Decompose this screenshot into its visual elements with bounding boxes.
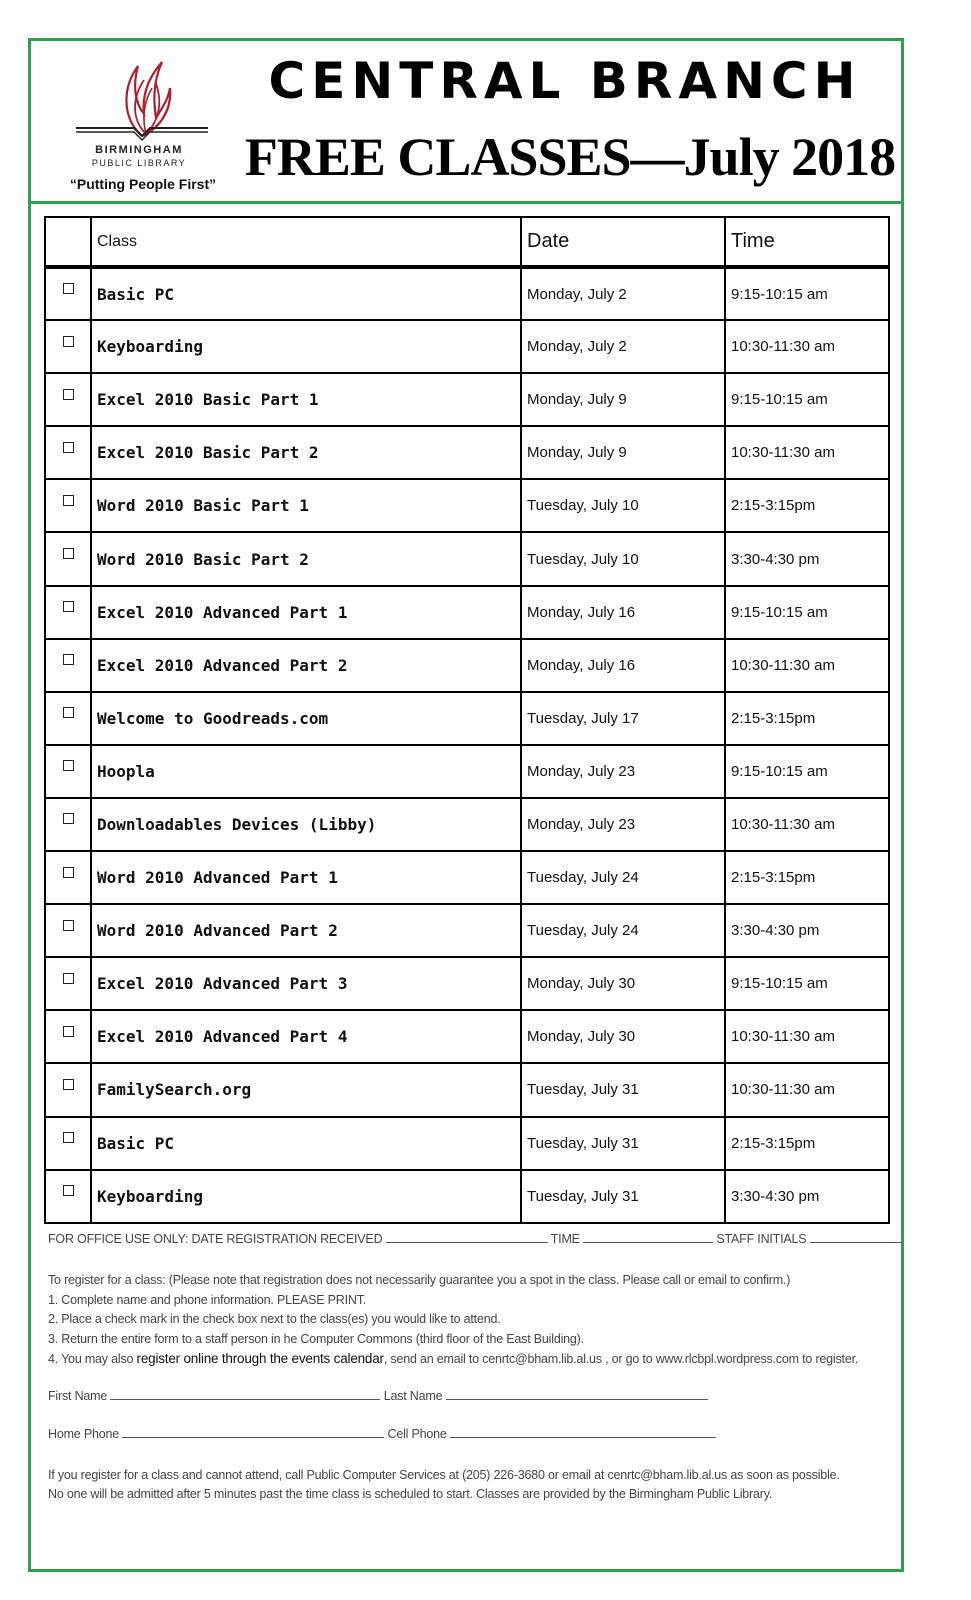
class-name-cell: Downloadables Devices (Libby) [91,798,521,851]
class-name-cell: Welcome to Goodreads.com [91,692,521,745]
class-date-cell: Monday, July 23 [521,798,725,851]
checkbox-icon[interactable] [63,654,74,665]
class-time-cell: 9:15-10:15 am [725,957,889,1010]
class-date-cell: Monday, July 9 [521,373,725,426]
class-date-cell: Tuesday, July 31 [521,1117,725,1170]
class-name-cell: FamilySearch.org [91,1063,521,1116]
checkbox-icon[interactable] [63,1185,74,1196]
date-column-header: Date [521,217,725,267]
class-date-cell: Monday, July 16 [521,586,725,639]
last-name-label: Last Name [383,1389,443,1403]
class-name-cell: Excel 2010 Advanced Part 3 [91,957,521,1010]
class-name-cell: Excel 2010 Advanced Part 2 [91,639,521,692]
class-checkbox-cell[interactable] [45,586,91,639]
class-date-cell: Monday, July 16 [521,639,725,692]
class-column-header: Class [91,217,521,267]
checkbox-icon[interactable] [63,760,74,771]
checkbox-icon[interactable] [63,920,74,931]
instructions-intro: To register for a class: (Please note that registration does not necessarily guarantee you a spot in the class. Please call or email to confirm.) [48,1273,791,1287]
checkbox-icon[interactable] [63,707,74,718]
class-name-cell: Excel 2010 Advanced Part 1 [91,586,521,639]
class-checkbox-cell[interactable] [45,1063,91,1116]
class-time-cell: 10:30-11:30 am [725,1010,889,1063]
logo-slogan: “Putting People First” [69,176,217,192]
first-name-field[interactable] [110,1389,380,1400]
class-time-cell: 3:30-4:30 pm [725,904,889,957]
staff-initials-field[interactable] [810,1232,902,1243]
checkbox-icon[interactable] [63,336,74,347]
table-row [45,479,889,532]
checkbox-icon[interactable] [63,548,74,559]
class-name-cell: Keyboarding [91,320,521,373]
class-time-cell: 9:15-10:15 am [725,267,889,320]
online-register-link[interactable]: register online through the events calendar [136,1351,384,1366]
checkbox-icon[interactable] [63,601,74,612]
class-date-cell: Monday, July 30 [521,957,725,1010]
class-time-cell: 2:15-3:15pm [725,851,889,904]
table-row [45,904,889,957]
class-checkbox-cell[interactable] [45,798,91,851]
class-name-cell: Excel 2010 Advanced Part 4 [91,1010,521,1063]
class-name-cell: Word 2010 Basic Part 1 [91,479,521,532]
class-checkbox-cell[interactable] [45,532,91,585]
class-name-cell: Hoopla [91,745,521,798]
class-checkbox-cell[interactable] [45,639,91,692]
checkbox-icon[interactable] [63,1026,74,1037]
class-name-cell: Word 2010 Advanced Part 2 [91,904,521,957]
checkbox-icon[interactable] [63,813,74,824]
office-use-line [48,1232,888,1246]
instruction-step: 2. Place a check mark in the check box next to the class(es) you would like to attend. [48,1312,501,1326]
class-time-cell: 9:15-10:15 am [725,586,889,639]
class-time-cell: 2:15-3:15pm [725,1117,889,1170]
class-checkbox-cell[interactable] [45,957,91,1010]
page-subtitle: FREE CLASSES—July 2018 [244,127,896,187]
class-checkbox-cell[interactable] [45,1170,91,1223]
late-arrival-note: No one will be admitted after 5 minutes past the time class is scheduled to start. Classes are provided by the Birmingham Public Library. [48,1487,773,1501]
date-received-field[interactable] [386,1232,548,1243]
class-name-cell: Keyboarding [91,1170,521,1223]
class-date-cell: Monday, July 9 [521,426,725,479]
class-time-cell: 10:30-11:30 am [725,1063,889,1116]
checkbox-icon[interactable] [63,283,74,294]
class-date-cell: Monday, July 2 [521,320,725,373]
table-row [45,692,889,745]
class-date-cell: Tuesday, July 31 [521,1170,725,1223]
name-fields [48,1389,888,1403]
class-name-cell: Excel 2010 Basic Part 2 [91,426,521,479]
class-checkbox-cell[interactable] [45,745,91,798]
instruction-step: 1. Complete name and phone information. PLEASE PRINT. [48,1292,367,1307]
checkbox-icon[interactable] [63,1132,74,1143]
class-date-cell: Monday, July 30 [521,1010,725,1063]
first-name-label: First Name [48,1389,108,1403]
class-date-cell: Tuesday, July 24 [521,851,725,904]
home-phone-field[interactable] [122,1427,384,1438]
registration-instructions [48,1271,888,1370]
class-time-cell: 10:30-11:30 am [725,320,889,373]
time-column-header: Time [725,217,889,267]
table-row [45,639,889,692]
table-row [45,320,889,373]
library-logo [58,44,228,194]
checkbox-column-header [45,217,91,267]
checkbox-icon[interactable] [63,1079,74,1090]
class-checkbox-cell[interactable] [45,426,91,479]
checkbox-icon[interactable] [63,867,74,878]
class-time-cell: 3:30-4:30 pm [725,532,889,585]
table-row [45,1117,889,1170]
instruction-step [48,1349,888,1370]
class-name-cell: Excel 2010 Basic Part 1 [91,373,521,426]
table-row [45,586,889,639]
class-time-cell: 9:15-10:15 am [725,373,889,426]
class-time-cell: 2:15-3:15pm [725,692,889,745]
class-name-cell: Basic PC [91,267,521,320]
staff-initials-label: STAFF INITIALS [716,1232,807,1246]
table-row [45,1170,889,1223]
policy-notes [48,1466,888,1504]
table-row [45,745,889,798]
instruction-step: 3. Return the entire form to a staff person in he Computer Commons (third floor of the East Building). [48,1331,584,1346]
logo-subtitle: PUBLIC LIBRARY [91,158,187,168]
class-checkbox-cell[interactable] [45,267,91,320]
class-checkbox-cell[interactable] [45,904,91,957]
table-row [45,851,889,904]
home-phone-label: Home Phone [48,1427,119,1441]
class-schedule-table [44,216,890,1224]
class-name-cell: Word 2010 Basic Part 2 [91,532,521,585]
table-row [45,957,889,1010]
table-row [45,798,889,851]
logo-name: BIRMINGHAM [95,144,183,156]
page-title: CENTRAL BRANCH [268,52,862,110]
class-date-cell: Tuesday, July 10 [521,532,725,585]
class-date-cell: Monday, July 2 [521,267,725,320]
checkbox-icon[interactable] [63,389,74,400]
class-name-cell: Word 2010 Advanced Part 1 [91,851,521,904]
class-time-cell: 2:15-3:15pm [725,479,889,532]
checkbox-icon[interactable] [63,442,74,453]
class-checkbox-cell[interactable] [45,1117,91,1170]
class-checkbox-cell[interactable] [45,373,91,426]
class-date-cell: Tuesday, July 24 [521,904,725,957]
cancellation-note: If you register for a class and cannot attend, call Public Computer Services at (205) 226-3680 or email at cenrtc@bham.lib.al.us as soon as possible. [48,1468,840,1482]
office-time-label: TIME [550,1232,580,1246]
table-row [45,373,889,426]
flame-book-icon [72,48,212,144]
phone-fields [48,1427,888,1441]
cell-phone-field[interactable] [450,1427,716,1438]
class-time-cell: 10:30-11:30 am [725,639,889,692]
checkbox-icon[interactable] [63,973,74,984]
table-row [45,267,889,320]
class-checkbox-cell[interactable] [45,1010,91,1063]
class-date-cell: Tuesday, July 10 [521,479,725,532]
office-use-label: FOR OFFICE USE ONLY: DATE REGISTRATION RECEIVED [48,1232,383,1246]
class-date-cell: Monday, July 23 [521,745,725,798]
checkbox-icon[interactable] [63,495,74,506]
table-row [45,1063,889,1116]
step4-prefix: 4. You may also [48,1352,137,1366]
table-header-row [45,217,889,267]
class-checkbox-cell[interactable] [45,320,91,373]
class-checkbox-cell[interactable] [45,692,91,745]
step4-suffix: , send an email to cenrtc@bham.lib.al.us , or go to www.rlcbpl.wordpress.com to register. [383,1352,859,1366]
class-time-cell: 10:30-11:30 am [725,426,889,479]
class-checkbox-cell[interactable] [45,851,91,904]
class-date-cell: Tuesday, July 17 [521,692,725,745]
class-time-cell: 9:15-10:15 am [725,745,889,798]
last-name-field[interactable] [446,1389,708,1400]
table-row [45,1010,889,1063]
table-row [45,532,889,585]
class-date-cell: Tuesday, July 31 [521,1063,725,1116]
cell-phone-label: Cell Phone [387,1427,447,1441]
table-row [45,426,889,479]
class-time-cell: 10:30-11:30 am [725,798,889,851]
class-name-cell: Basic PC [91,1117,521,1170]
office-time-field[interactable] [583,1232,713,1243]
class-checkbox-cell[interactable] [45,479,91,532]
class-time-cell: 3:30-4:30 pm [725,1170,889,1223]
